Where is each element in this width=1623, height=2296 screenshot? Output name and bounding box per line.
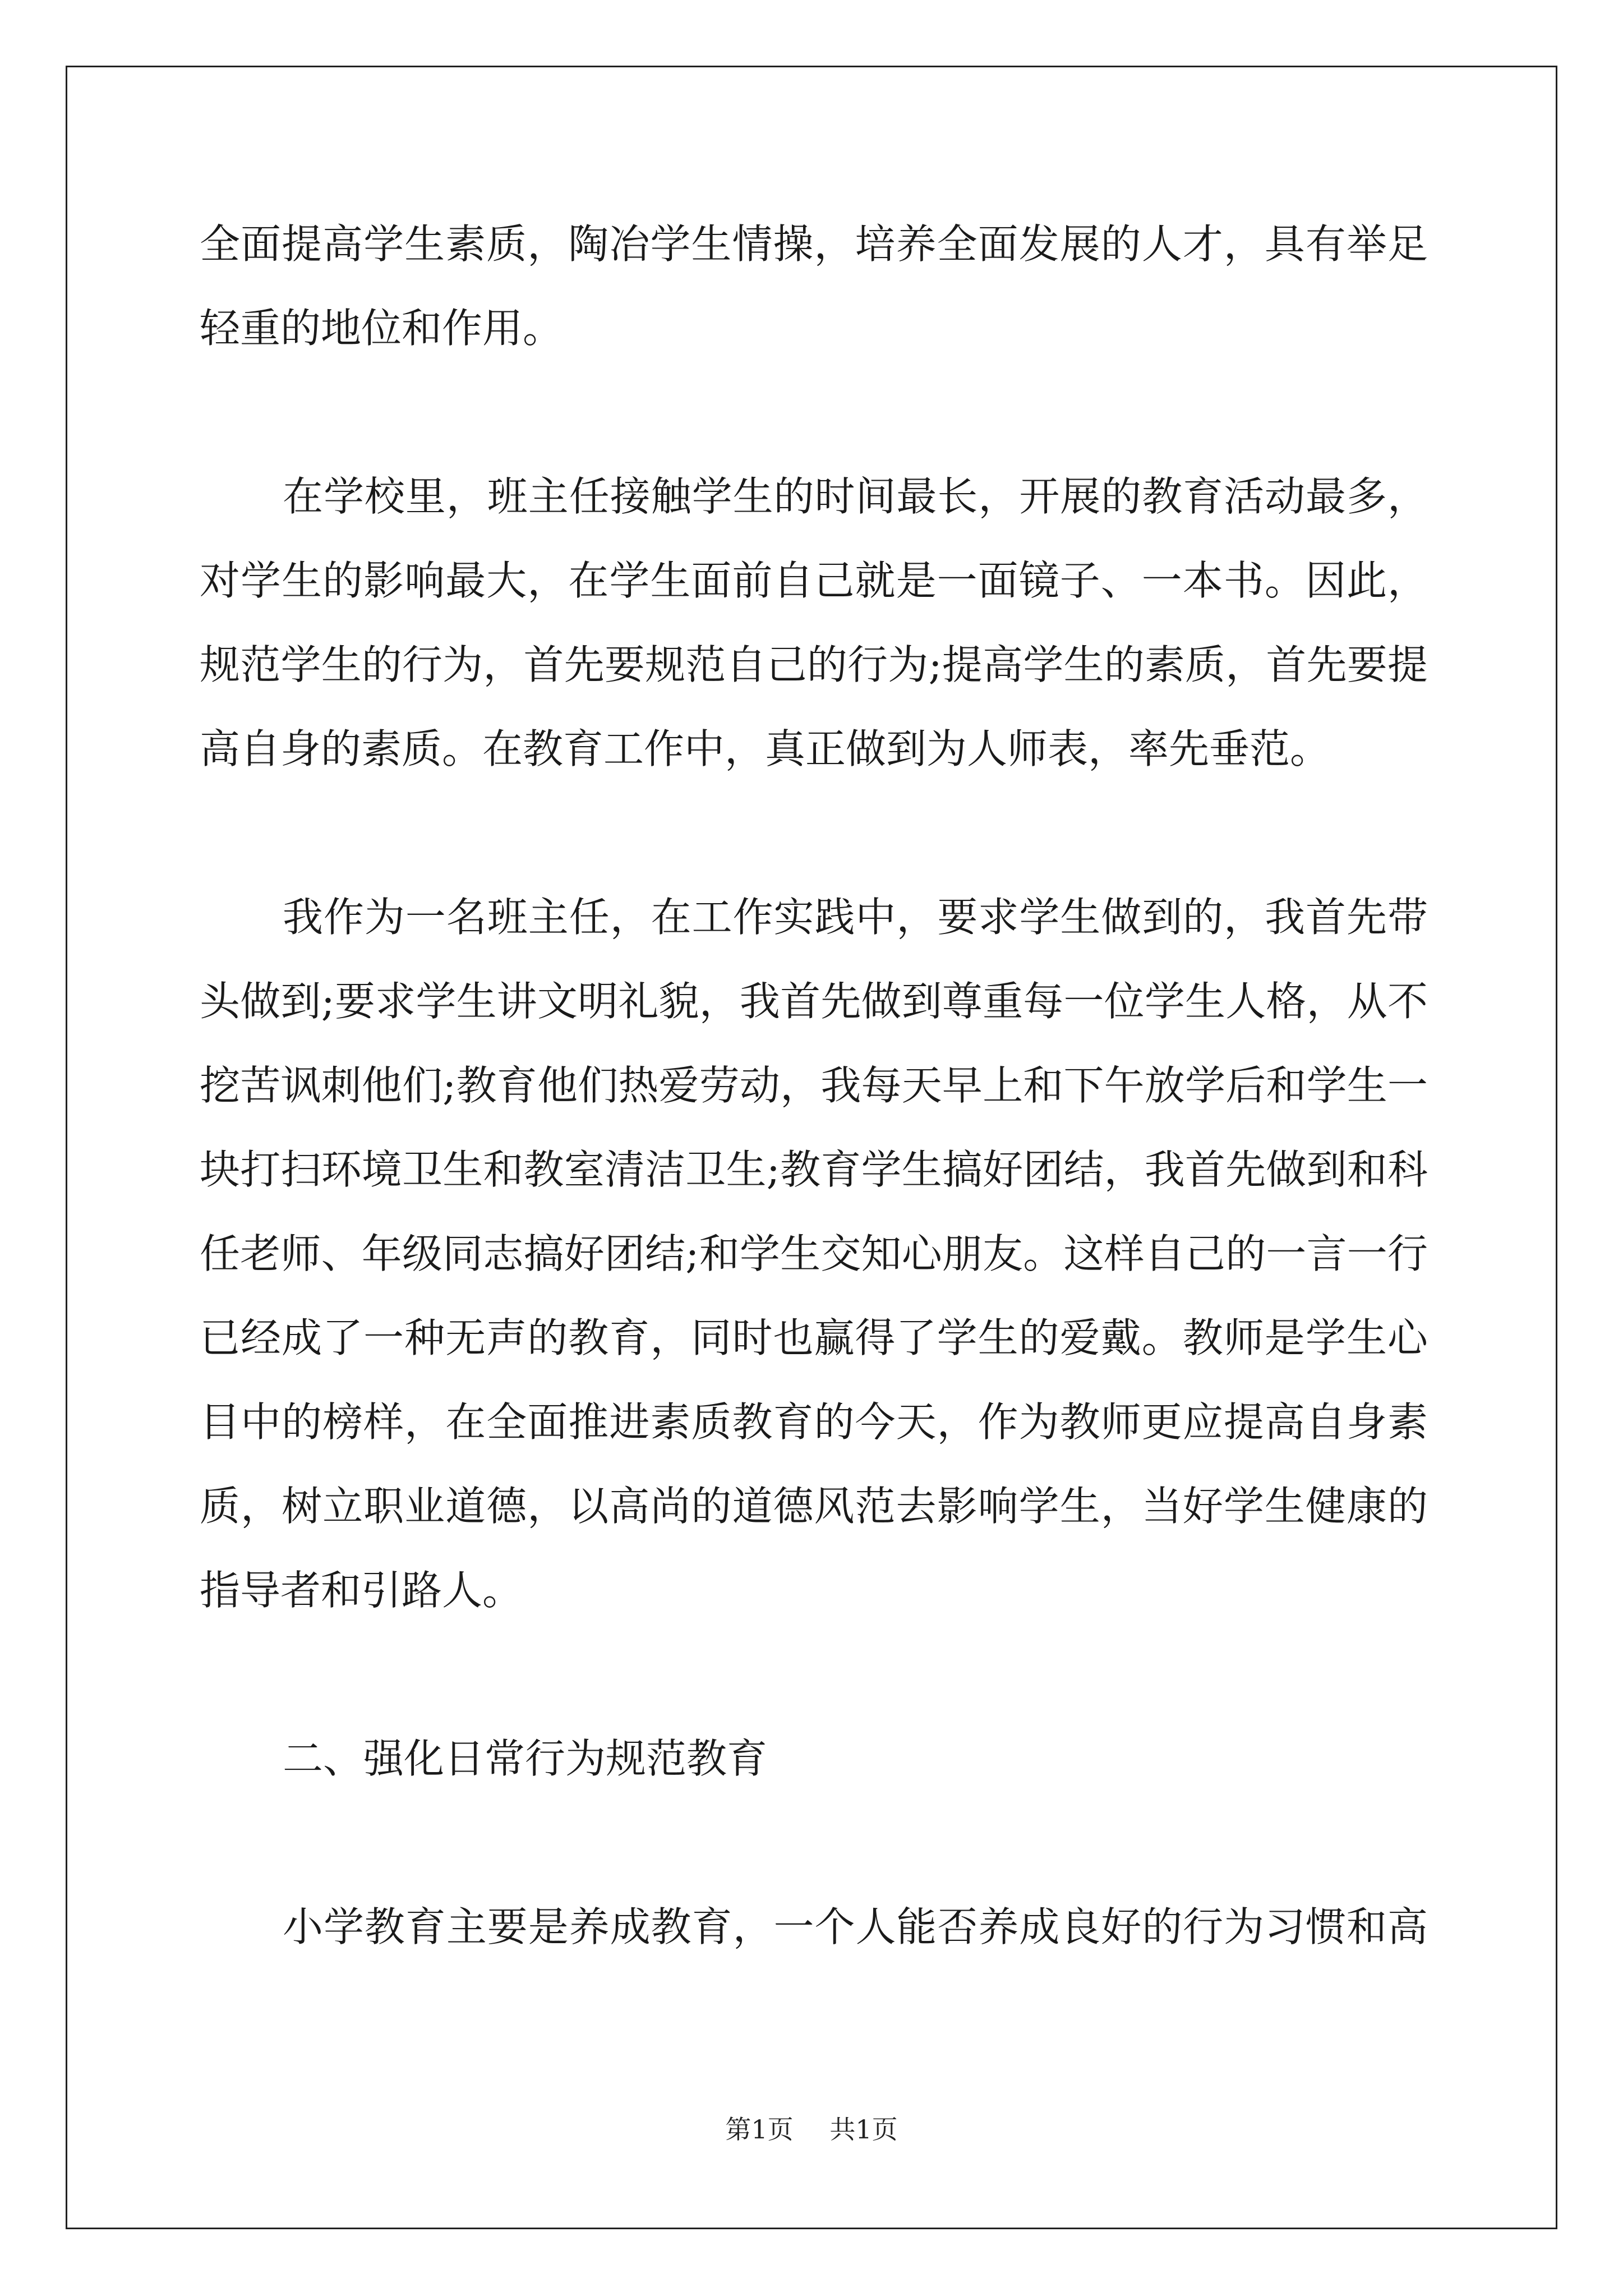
text-line: 目中的榜样，在全面推进素质教育的今天，作为教师更应提高自身素 xyxy=(200,1398,1428,1446)
text-line: 在学校里，班主任接触学生的时间最长，开展的教育活动最多， xyxy=(283,473,1428,520)
text-line: 头做到;要求学生讲文明礼貌，我首先做到尊重每一位学生人格，从不 xyxy=(200,978,1428,1025)
text-line: 块打扫环境卫生和教室清洁卫生;教育学生搞好团结，我首先做到和科 xyxy=(200,1146,1428,1193)
text-line: 挖苦讽刺他们;教育他们热爱劳动，我每天早上和下午放学后和学生一 xyxy=(200,1062,1428,1109)
document-body xyxy=(200,202,1428,1969)
text-line: 已经成了一种无声的教育，同时也赢得了学生的爱戴。教师是学生心 xyxy=(200,1314,1428,1361)
text-line: 质，树立职业道德，以高尚的道德风范去影响学生，当好学生健康的 xyxy=(200,1483,1428,1530)
paragraph-gap xyxy=(200,1632,1428,1717)
page-number: 第1页 xyxy=(725,2114,794,2145)
text-line: 规范学生的行为，首先要规范自己的行为;提高学生的素质，首先要提 xyxy=(200,641,1428,688)
text-line: 轻重的地位和作用。 xyxy=(200,305,564,352)
paragraph-gap xyxy=(200,1801,1428,1885)
paragraph-gap xyxy=(200,370,1428,454)
paragraph-gap xyxy=(200,791,1428,875)
page-total: 共1页 xyxy=(829,2114,898,2145)
text-line: 指导者和引路人。 xyxy=(200,1567,523,1614)
text-line: 全面提高学生素质，陶冶学生情操，培养全面发展的人才，具有举足 xyxy=(200,220,1428,268)
text-line: 任老师、年级同志搞好团结;和学生交知心朋友。这样自己的一言一行 xyxy=(200,1230,1428,1277)
text-line: 对学生的影响最大，在学生面前自己就是一面镜子、一本书。因此， xyxy=(200,557,1428,604)
page-footer xyxy=(0,2113,1623,2146)
text-line: 小学教育主要是养成教育，一个人能否养成良好的行为习惯和高 xyxy=(283,1903,1428,1950)
text-line: 二、强化日常行为规范教育 xyxy=(283,1735,768,1782)
text-line: 高自身的素质。在教育工作中，真正做到为人师表，率先垂范。 xyxy=(200,725,1331,772)
text-line: 我作为一名班主任，在工作实践中，要求学生做到的，我首先带 xyxy=(283,894,1428,941)
